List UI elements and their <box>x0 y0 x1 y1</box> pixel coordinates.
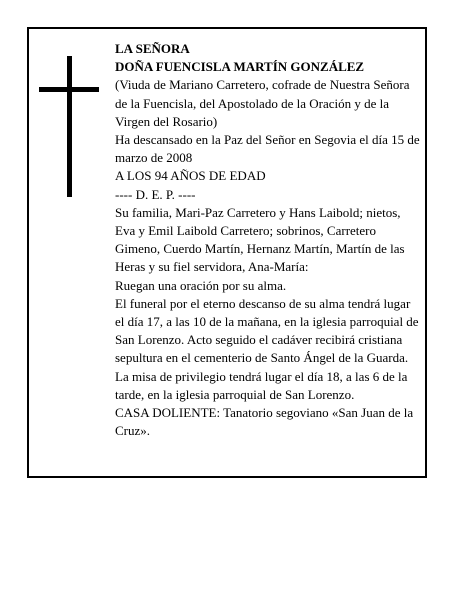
death-statement: Ha descansado en la Paz del Señor en Segovia el día 15 de marzo de 2008 <box>115 132 420 166</box>
deceased-name: DOÑA FUENCISLA MARTÍN GONZÁLEZ <box>115 59 365 75</box>
obituary-text <box>115 40 421 440</box>
affiliation: (Viuda de Mariano Carretero, cofrade de Nuestra Señora de la Fuencisla, del Apostolado de la Oración y de la Virgen del Rosario) <box>115 77 410 129</box>
funeral-details: El funeral por el eterno descanso de su alma tendrá lugar el día 17, a las 10 de la mañana, en la iglesia parroquial de San Lorenzo. Acto seguido el cadáver recibirá cristiana sepultura en el cementerio de Santo Ángel de la Guarda. La misa de privilegio tendrá lugar el día 18, a las 6 de la tarde, en la iglesia parroquial de San Lorenzo. <box>115 295 419 402</box>
honorific: LA SEÑORA <box>115 41 190 56</box>
rip: ---- D. E. P. ---- <box>115 186 196 202</box>
prayer-request: Ruegan una oración por su alma. <box>115 277 287 293</box>
funeral-home: CASA DOLIENTE: Tanatorio segoviano «San Juan de la Cruz». <box>115 405 414 439</box>
obituary-notice <box>27 27 427 478</box>
cross-icon-horizontal-bar <box>39 87 99 92</box>
family: Su familia, Mari-Paz Carretero y Hans Laibold; nietos, Eva y Emil Laibold Carretero; sobrinos, Carretero Gimeno, Cuerdo Martín, Hernanz Martín, Martín de las Heras y su fiel servidora, Ana-María: <box>115 204 405 275</box>
age: A LOS 94 AÑOS DE EDAD <box>115 168 266 184</box>
cross-icon-vertical-bar <box>67 56 72 197</box>
